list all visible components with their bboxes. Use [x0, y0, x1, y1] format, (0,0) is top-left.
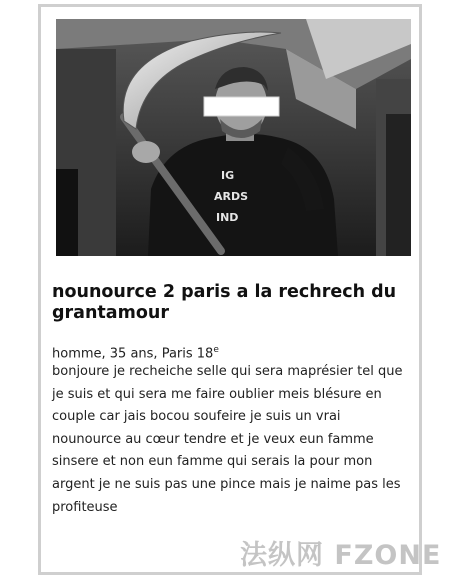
- ad-headline: nounource 2 paris a la rechrech du grantamour: [52, 282, 397, 323]
- ad-meta: [52, 341, 412, 363]
- censor-bar: [204, 97, 279, 116]
- ad-meta-ordinal: e: [213, 345, 219, 355]
- shirt-text-line-3: IND: [216, 211, 239, 224]
- photo-illustration: [56, 19, 411, 256]
- personal-ad-card: [38, 4, 422, 575]
- shirt-text-line-1: IG: [221, 169, 235, 182]
- ad-photo: [56, 19, 411, 256]
- ad-meta-text: homme, 35 ans, Paris 18: [52, 346, 214, 362]
- shirt-text-line-2: ARDS: [214, 190, 249, 203]
- site-watermark: 法纵网 FZONE: [240, 540, 442, 571]
- ad-body: bonjoure je recheiche selle qui sera maprésier tel que je suis et qui sera me faire oublier meis blésure en couple car jais bocou soufeire je suis un vrai nounource au cœur tendre et je veux eun famme sinsere et non eun famme qui serais la pour mon argent je ne suis pas une pince mais je naime pas les profiteuse: [52, 364, 403, 515]
